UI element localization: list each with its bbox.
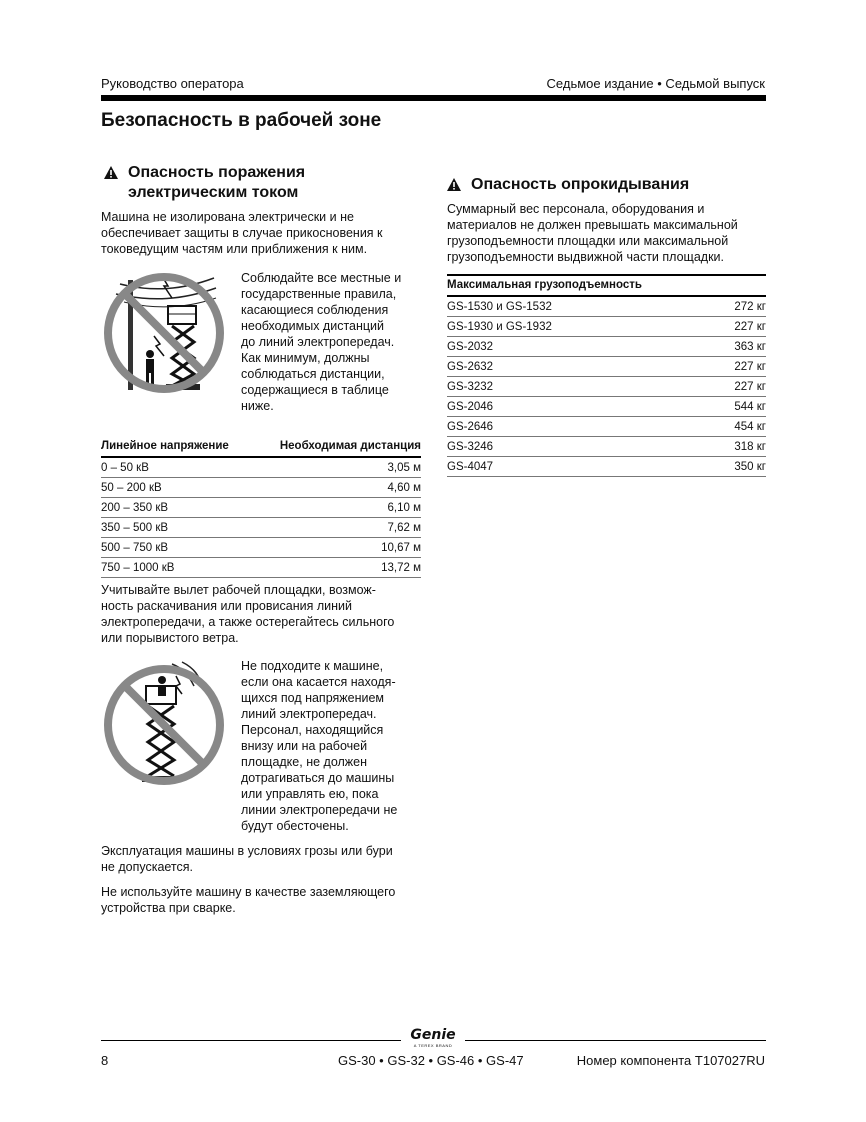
welding-paragraph: Не используйте машину в качестве заземляющего устройства при сварке. <box>101 885 396 915</box>
table-row: GS-1530 и GS-1532 272 кг <box>447 296 766 317</box>
page-title: Безопасность в рабочей зоне <box>101 110 382 131</box>
capacity-table-top-rule <box>447 274 766 276</box>
footer-models: GS-30 • GS-32 • GS-46 • GS-47 <box>338 1053 524 1068</box>
table-row: GS-3232 227 кг <box>447 377 766 397</box>
table-row: GS-2046 544 кг <box>447 397 766 417</box>
electrocution-side-text: Соблюдайте все местные и государственные правила, касающиеся соблюдения необходимых дистанций до линий электропередач. Как минимум, должны соблюдаться дистанции, содержащиеся в таблице ниже. <box>241 271 402 413</box>
table-row: 500 – 750 кВ 10,67 м <box>101 538 421 558</box>
table-row: GS-1930 и GS-1932 227 кг <box>447 317 766 337</box>
table-row: 200 – 350 кВ 6,10 м <box>101 498 421 518</box>
table-row: 750 – 1000 кВ 13,72 м <box>101 558 421 578</box>
genie-logo: Genie A TEREX BRAND <box>410 1027 456 1048</box>
warning-triangle-icon <box>104 166 118 179</box>
storm-paragraph: Эксплуатация машины в условиях грозы или бури не допускается. <box>101 844 393 874</box>
tipover-intro: Суммарный вес персонала, оборудования и материалов не должен превышать максимальной грузоподъемности площадки или максимальной грузоподъемности выдвижной части площадки. <box>447 202 738 264</box>
warning-triangle-icon <box>447 178 461 191</box>
capacity-table <box>447 279 766 477</box>
table-row: 50 – 200 кВ 4,60 м <box>101 478 421 498</box>
page-number: 8 <box>101 1053 109 1068</box>
table-row: GS-2646 454 кг <box>447 417 766 437</box>
no-touch-energized-machine-icon <box>102 658 226 792</box>
footer-part-number: Номер компонента T107027RU <box>576 1053 765 1068</box>
electrocution-title-line1: Опасность поражения <box>128 164 306 181</box>
no-power-line-contact-icon <box>102 266 226 400</box>
table-row: GS-2632 227 кг <box>447 357 766 377</box>
table-header-voltage: Линейное напряжение <box>101 440 253 457</box>
electrocution-title-line2: электрическим током <box>128 184 299 201</box>
table-row: GS-4047 350 кг <box>447 457 766 477</box>
tipover-title: Опасность опрокидывания <box>471 176 690 193</box>
after-table-paragraph: Учитывайте вылет рабочей площадки, возмож- ность раскачивания или провисания линий электропередачи, а также остерегайтесь сильного или порывистого ветра. <box>101 583 395 645</box>
no-touch-side-text: Не подходите к машине, если она касается находя- щихся под напряжением линий электропередач. Персонал, находящийся внизу или на рабочей площадке, не должен дотрагиваться до машины или управлять ею, пока линии электропередачи не будут обесточены. <box>241 659 398 833</box>
table-row: 350 – 500 кВ 7,62 м <box>101 518 421 538</box>
header-manual-title: Руководство оператора <box>101 76 244 91</box>
table-row: 0 – 50 кВ 3,05 м <box>101 457 421 478</box>
table-row: GS-3246 318 кг <box>447 437 766 457</box>
header-edition: Седьмое издание • Седьмой выпуск <box>546 76 765 91</box>
electrocution-intro: Машина не изолирована электрически и не обеспечивает защиты в случае прикосновения к токоведущим частям или приближения к ним. <box>101 210 383 256</box>
voltage-distance-table <box>101 440 421 578</box>
footer-rule-left <box>101 1040 401 1041</box>
capacity-table-header: Максимальная грузоподъемность <box>447 279 766 296</box>
table-header-distance: Необходимая дистанция <box>253 440 421 457</box>
footer-rule-right <box>465 1040 766 1041</box>
table-row: GS-2032 363 кг <box>447 337 766 357</box>
header-rule <box>101 95 766 101</box>
